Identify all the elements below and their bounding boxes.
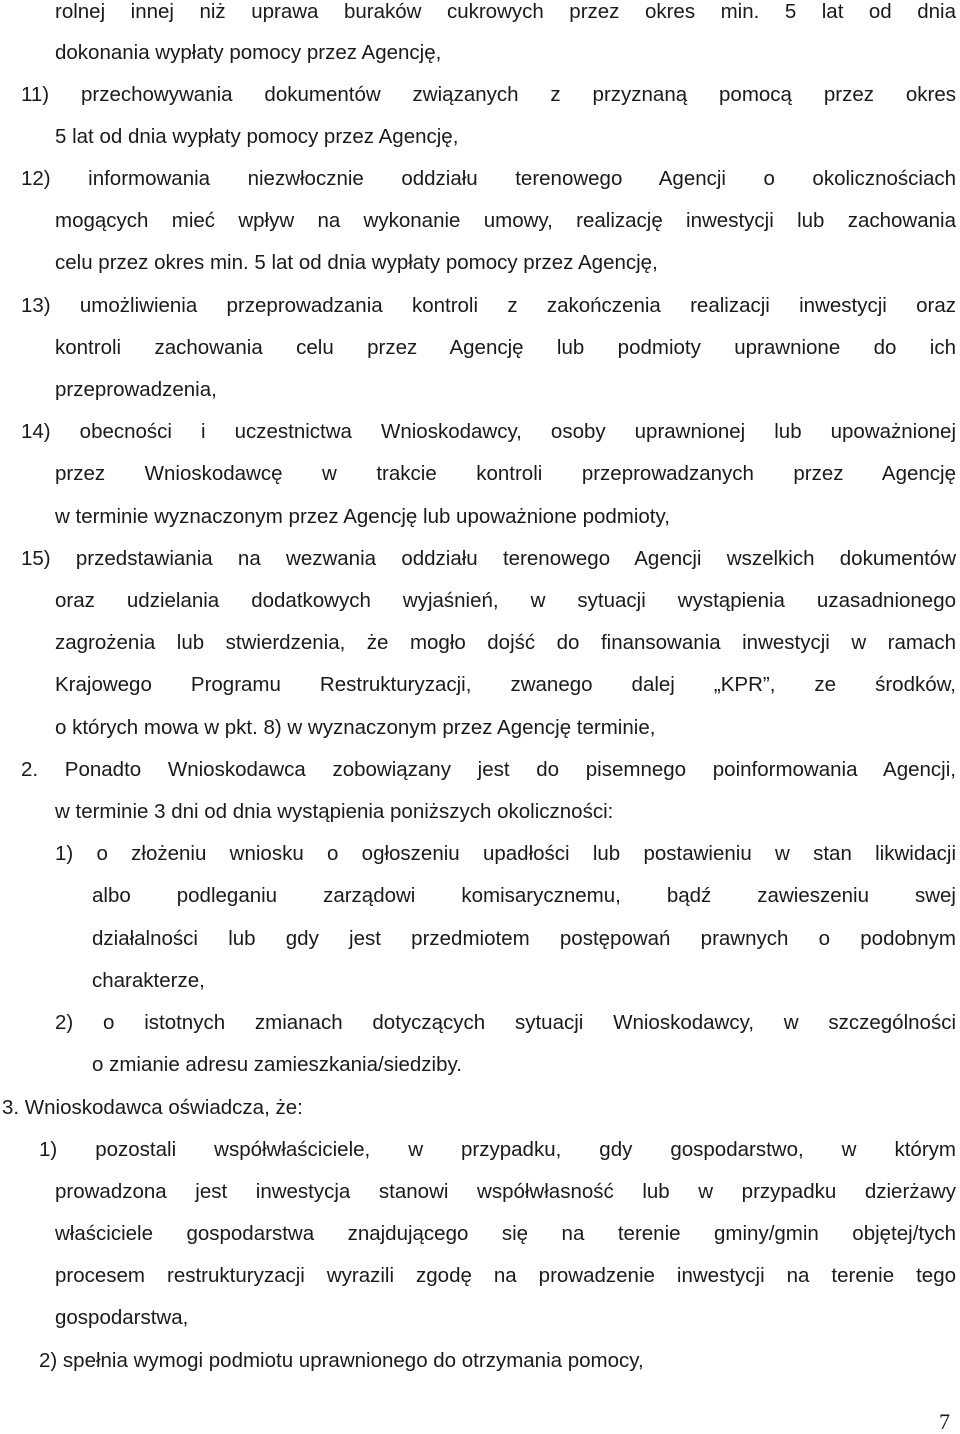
- text-line: charakterze,: [92, 969, 205, 992]
- page-number: 7: [939, 1409, 950, 1434]
- text-line: 14) obecności i uczestnictwa Wnioskodawcy, osoby uprawnionej lub upoważnionej: [21, 420, 956, 443]
- text-line: działalności lub gdy jest przedmiotem postępowań prawnych o podobnym: [92, 927, 956, 950]
- text-line: o zmianie adresu zamieszkania/siedziby.: [92, 1053, 462, 1076]
- text-line: w terminie 3 dni od dnia wystąpienia poniższych okoliczności:: [55, 800, 614, 823]
- text-line: 2. Ponadto Wnioskodawca zobowiązany jest do pisemnego poinformowania Agencji,: [21, 758, 956, 781]
- text-line: procesem restrukturyzacji wyrazili zgodę na prowadzenie inwestycji na terenie tego: [55, 1264, 956, 1287]
- text-line: zagrożenia lub stwierdzenia, że mogło dojść do finansowania inwestycji w ramach: [55, 631, 956, 654]
- text-line: przez Wnioskodawcę w trakcie kontroli przeprowadzanych przez Agencję: [55, 462, 956, 485]
- text-line: celu przez okres min. 5 lat od dnia wypłaty pomocy przez Agencję,: [55, 251, 658, 274]
- text-line: 2) o istotnych zmianach dotyczących sytuacji Wnioskodawcy, w szczególności: [55, 1011, 956, 1034]
- text-line: prowadzona jest inwestycja stanowi współwłasność lub w przypadku dzierżawy: [55, 1180, 956, 1203]
- text-line: 11) przechowywania dokumentów związanych z przyznaną pomocą przez okres: [21, 83, 956, 106]
- text-line: dokonania wypłaty pomocy przez Agencję,: [55, 41, 442, 64]
- text-line: Krajowego Programu Restrukturyzacji, zwanego dalej „KPR”, ze środków,: [55, 673, 956, 696]
- text-line: 3. Wnioskodawca oświadcza, że:: [2, 1096, 303, 1119]
- text-line: o których mowa w pkt. 8) w wyznaczonym przez Agencję terminie,: [55, 716, 656, 739]
- text-line: oraz udzielania dodatkowych wyjaśnień, w sytuacji wystąpienia uzasadnionego: [55, 589, 956, 612]
- text-line: kontroli zachowania celu przez Agencję lub podmioty uprawnione do ich: [55, 336, 956, 359]
- text-line: w terminie wyznaczonym przez Agencję lub upoważnione podmioty,: [55, 505, 670, 528]
- text-line: przeprowadzenia,: [55, 378, 217, 401]
- text-line: mogących mieć wpływ na wykonanie umowy, realizację inwestycji lub zachowania: [55, 209, 956, 232]
- text-line: albo podleganiu zarządowi komisarycznemu, bądź zawieszeniu swej: [92, 884, 956, 907]
- text-line: rolnej innej niż uprawa buraków cukrowych przez okres min. 5 lat od dnia: [55, 0, 956, 23]
- text-line: 13) umożliwienia przeprowadzania kontroli z zakończenia realizacji inwestycji oraz: [21, 294, 956, 317]
- text-line: 12) informowania niezwłocznie oddziału terenowego Agencji o okolicznościach: [21, 167, 956, 190]
- text-line: 1) o złożeniu wniosku o ogłoszeniu upadłości lub postawieniu w stan likwidacji: [55, 842, 956, 865]
- text-line: 1) pozostali współwłaściciele, w przypadku, gdy gospodarstwo, w którym: [39, 1138, 956, 1161]
- text-line: gospodarstwa,: [55, 1306, 189, 1329]
- text-line: 2) spełnia wymogi podmiotu uprawnionego do otrzymania pomocy,: [39, 1349, 644, 1372]
- text-line: właściciele gospodarstwa znajdującego się na terenie gminy/gmin objętej/tych: [55, 1222, 956, 1245]
- text-line: 5 lat od dnia wypłaty pomocy przez Agencję,: [55, 125, 459, 148]
- text-line: 15) przedstawiania na wezwania oddziału terenowego Agencji wszelkich dokumentów: [21, 547, 956, 570]
